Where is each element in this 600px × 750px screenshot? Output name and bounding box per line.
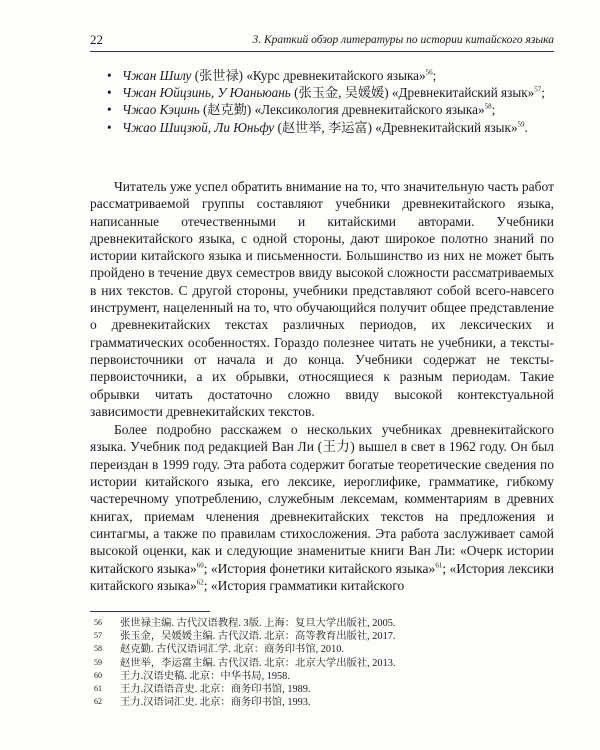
page-number: 22 — [90, 32, 103, 47]
page-header — [90, 33, 554, 51]
bullet-punct: ; — [491, 102, 496, 118]
footnote — [90, 696, 554, 709]
footnote — [90, 683, 554, 696]
footnote-ref[interactable]: 58 — [484, 103, 492, 112]
footnote — [90, 657, 554, 670]
footnote-text: 张玉金，吴媛媛主编. 古代汉语. 北京：高等教育出版社, 2017. — [120, 631, 396, 643]
bullet-punct: . — [524, 119, 528, 135]
list-item — [107, 101, 554, 118]
header-divider — [90, 51, 554, 52]
footnote-ref[interactable]: 57 — [534, 85, 542, 94]
footnote-divider — [90, 611, 210, 612]
footnote — [90, 617, 554, 630]
bullet-author: Чжан Юйцзинь, У Юаньюань — [122, 85, 291, 101]
bullet-icon: • — [107, 102, 112, 118]
list-item — [107, 84, 554, 101]
bullet-text: (张世禄) «Курс древнекитайского языка» — [191, 68, 426, 83]
paragraph-2-text: ; «История лексики китайского языка» — [90, 560, 555, 593]
footnote-text: 王力.汉语词汇史. 北京：商务印书馆, 1993. — [120, 697, 311, 709]
bullet-punct: ; — [432, 68, 437, 83]
paragraph-2-text: Более подробно расскажем о нескольких учебниках древнекитайского языка. Учебник под редакцией Ван Ли (王力) вышел в свет в 1962 году. Он был переиздан в 1999 году. Эта работа содержит богатые теоретические сведения по истории китайского языка, его лексике, иероглифике, грамматике, гибкому частеречному употреблению, служебным лексемам, комментариям в древних книгах, приемам членения древнекитайских текстов на предложения и синтагмы, а также по правилам стихосложения. Эта работа заслуживает самой высокой оценки, как и следующие знаменитые книги Ван Ли: «Очерк истории китайского языка» — [90, 422, 554, 576]
paragraph-2-text: ; «История фонетики китайского языка» — [203, 560, 436, 576]
main-text — [90, 178, 554, 594]
footnote — [90, 643, 554, 656]
bullet-icon: • — [107, 119, 112, 135]
footnote-text: 赵世举，李运富主编. 古代汉语. 北京：北京大学出版社, 2013. — [120, 657, 396, 669]
footnote-number: 62 — [94, 697, 102, 707]
bullet-author: Чжао Шицзюй, Ли Юньфу — [122, 119, 275, 135]
footnote-number: 59 — [94, 657, 102, 667]
footnote-number: 58 — [94, 644, 102, 654]
footnote-ref-62[interactable]: 62 — [196, 578, 204, 587]
bullet-author: Чжан Шилу — [122, 68, 192, 83]
footnote-number: 57 — [94, 631, 102, 641]
footnote-number: 56 — [94, 618, 102, 627]
footnote-number: 61 — [94, 684, 102, 694]
footnote-text: 王力.汉语史稿. 北京：中华书局, 1958. — [120, 670, 290, 682]
footnote — [90, 670, 554, 683]
running-title: 3. Краткий обзор литературы по истории китайского языка — [252, 34, 554, 46]
bullet-text: (赵世举, 李运富) «Древнекитайский язык» — [274, 119, 518, 135]
footnotes — [90, 617, 554, 709]
bullet-text: (赵克勤) «Лексикология древнекитайского языка» — [199, 102, 485, 118]
paragraph-2-text: ; «История грамматики китайского — [203, 577, 405, 593]
footnote-text: 赵克勤. 古代汉语词汇学. 北京：商务印书馆, 2010. — [120, 644, 344, 656]
footnote-ref-60[interactable]: 60 — [196, 561, 204, 570]
bullet-punct: ; — [541, 85, 545, 101]
paragraph-2 — [90, 421, 554, 594]
footnote-text: 王力.汉语语音史. 北京：商务印书馆, 1989. — [120, 684, 311, 696]
footnote-ref[interactable]: 56 — [425, 68, 433, 77]
footnote-number: 60 — [94, 670, 102, 680]
footnote-text: 张世禄主编. 古代汉语教程. 3版. 上海：复旦大学出版社, 2005. — [120, 618, 396, 629]
bullet-icon: • — [107, 85, 112, 101]
bullet-icon: • — [107, 68, 112, 83]
bullet-text: (张玉金, 吴媛媛) «Древнекитайский язык» — [290, 85, 535, 101]
list-item — [107, 67, 554, 84]
list-item — [107, 119, 554, 136]
footnote-ref-61[interactable]: 61 — [435, 561, 443, 570]
bullet-author: Чжао Кэцинь — [122, 102, 200, 118]
textbook-bullet-list — [107, 67, 554, 136]
footnote — [90, 630, 554, 643]
footnote-ref[interactable]: 59 — [517, 120, 525, 129]
paragraph-1: Читатель уже успел обратить внимание на то, что значительную часть работ рассматриваемой группы составляют учебники древнекитайского языка, написанные отечественными и китайскими авторами. Учебники древнекитайского языка, с одной стороны, дают широкое полотно знаний по истории китайского языка и письменности. Большинство из них не может быть пройдено в течение двух семестров ввиду высокой сложности рассматриваемых в них текстов. С другой стороны, учебники представляют собой всего-навсего инструмент, нацеленный на то, что обучающийся получит общее представление о древнекитайских текстах различных периодов, их лексических и грамматических особенностях. Гораздо полезнее читать не учебники, а тексты-первоисточники от начала и до конца. Учебники содержат не тексты-первоисточники, а их обрывки, относящиеся к разным периодам. Такие обрывки читать достаточно сложно ввиду высокой контекстуальной зависимости древнекитайских текстов. — [90, 179, 554, 419]
